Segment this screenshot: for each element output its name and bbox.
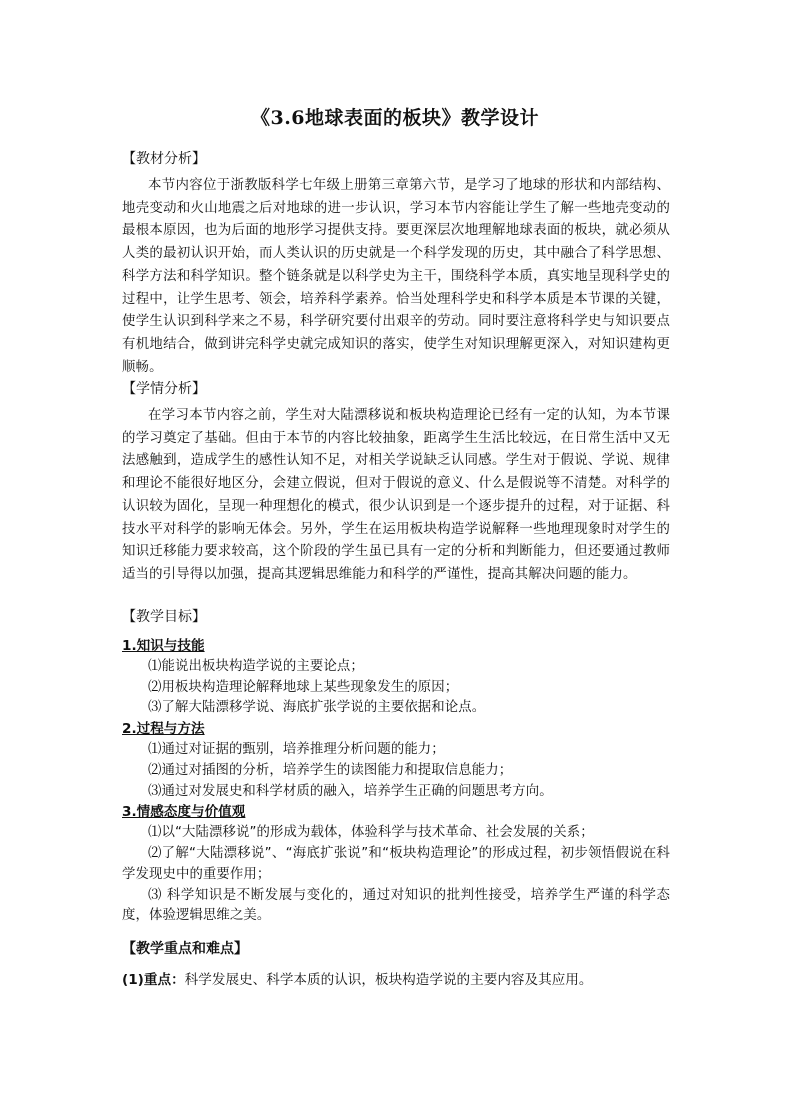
goal-item: ⑵了解“大陆漂移说”、“海底扩张说”和“板块构造理论”的形成过程，初步领悟假说在科学发现史中的重要作用； — [122, 845, 670, 882]
goal-item: ⑴能说出板块构造学说的主要论点； — [148, 658, 364, 674]
goal-item: ⑵用板块构造理论解释地球上某些现象发生的原因； — [148, 679, 459, 695]
section-heading-focus: 【教学重点和难点】 — [122, 941, 248, 957]
key-point-line — [122, 969, 670, 991]
goal-item: ⑶了解大陆漂移学说、海底扩张学说的主要依据和论点。 — [148, 700, 486, 716]
section-heading-material: 【教材分析】 — [122, 151, 206, 167]
material-analysis-paragraph: 本节内容位于浙教版科学七年级上册第三章第六节，是学习了地球的形状和内部结构、地壳变动和火山地震之后对地球的进一步认识，学习本节内容能让学生了解一些地壳变动的最根本原因，也为后面的地形学习提供支持。要更深层次地理解地球表面的板块，就必须从人类的最初认识开始，而人类认识的历史就是一个科学发现的历史，其中融合了科学思想、科学方法和科学知识。整个链条就是以科学史为主干，围绕科学本质，真实地呈现科学史的过程中，让学生思考、领会，培养科学素养。恰当处理科学史和科学本质是本节课的关键，使学生认识到科学来之不易，科学研究要付出艰辛的劳动。同时要注意将科学史与知识要点有机地结合，做到讲完科学史就完成知识的落实，使学生对知识理解更深入，对知识建构更顺畅。 — [122, 178, 670, 375]
goal-title-emotion: 3.情感态度与价值观 — [122, 804, 246, 821]
goal-item: ⑴以“大陆漂移说”的形成为载体，体验科学与技术革命、社会发展的关系； — [148, 825, 594, 841]
goal-item: ⑴通过对证据的甄别，培养推理分析问题的能力； — [148, 741, 445, 757]
key-point-text: 科学发展史、科学本质的认识，板块构造学说的主要内容及其应用。 — [184, 972, 593, 988]
goal-title-process: 2.过程与方法 — [122, 721, 205, 738]
goal-item: ⑵通过对插图的分析，培养学生的读图能力和提取信息能力； — [148, 762, 513, 778]
section-heading-goals: 【教学目标】 — [122, 609, 206, 625]
goal-item: ⑶通过对发展史和科学材质的融入，培养学生正确的问题思考方向。 — [148, 783, 553, 799]
section-heading-learner: 【学情分析】 — [122, 381, 206, 397]
document-title: 《3.6地球表面的板块》教学设计 — [250, 107, 540, 129]
key-point-label: (1)重点： — [122, 972, 185, 988]
goal-title-knowledge: 1.知识与技能 — [122, 638, 205, 654]
learner-analysis-paragraph: 在学习本节内容之前，学生对大陆漂移说和板块构造理论已经有一定的认知，为本节课的学习奠定了基础。但由于本节的内容比较抽象，距离学生生活比较远，在日常生活中又无法感触到，造成学生的感性认知不足，对相关学说缺乏认同感。学生对于假说、学说、规律和理论不能很好地区分，会建立假说，但对于假说的意义、什么是假说等不清楚。对科学的认识较为固化，呈现一种理想化的模式，很少认识到是一个逐步提升的过程，对于证据、科技水平对科学的影响无体会。另外，学生在运用板块构造学说解释一些地理现象时对学生的知识迁移能力要求较高，这个阶段的学生虽已具有一定的分析和判断能力，但还要通过教师适当的引导得以加强，提高其逻辑思维能力和科学的严谨性，提高其解决问题的能力。 — [122, 408, 670, 582]
goals-list — [122, 636, 670, 927]
goal-item: ⑶ 科学知识是不断发展与变化的，通过对知识的批判性接受，培养学生严谨的科学态度，体验逻辑思维之美。 — [122, 887, 670, 924]
